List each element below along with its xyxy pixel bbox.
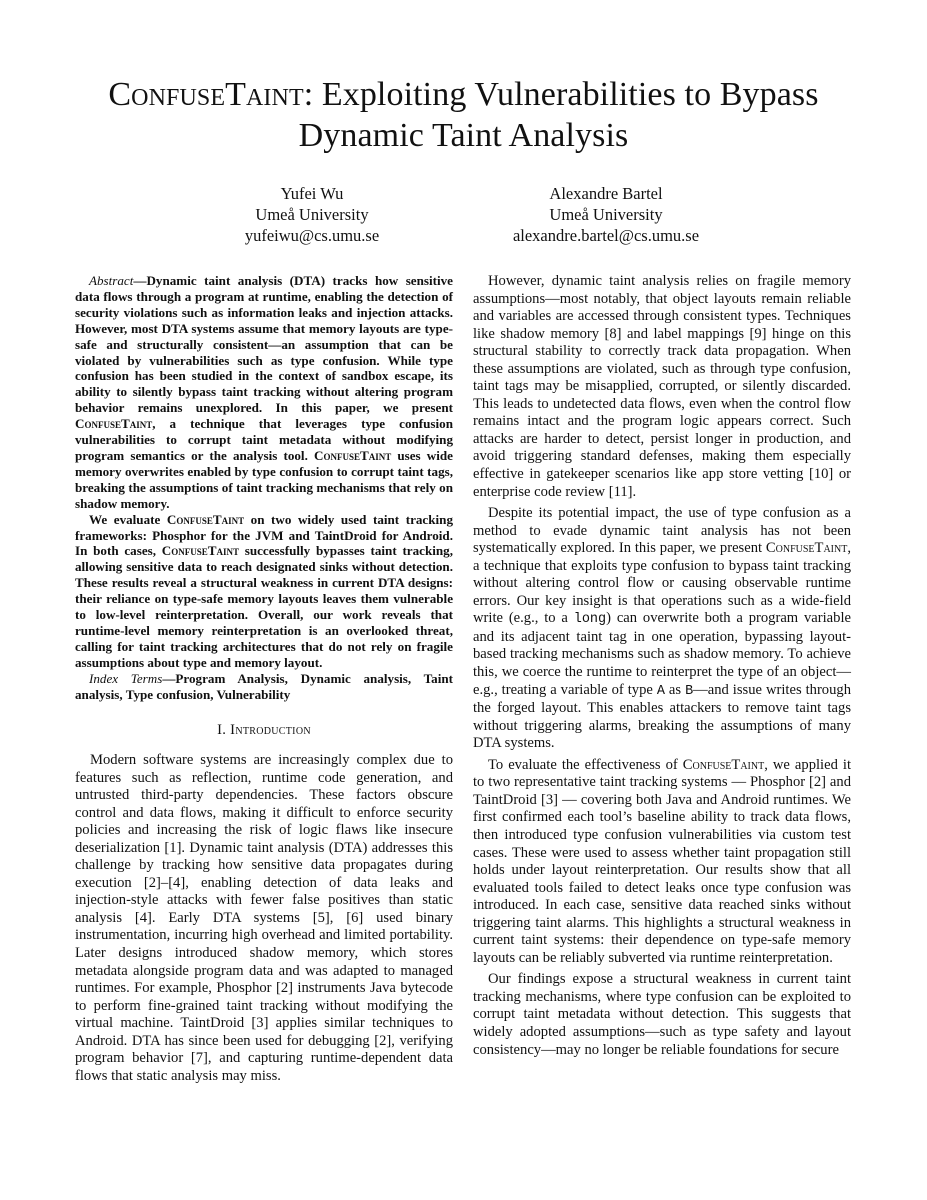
abstract-text: , a technique that leverages type confusion vulnerabilities to corrupt taint metadata without modifying program semantics or the analysis tool.	[75, 416, 453, 463]
abstract-text: successfully bypasses taint tracking, allowing sensitive data to reach designated sinks without detection. These results reveal a structural weakness in current DTA designs: their reliance on type-safe memory layouts leaves them vulnerable to low-level reinterpretation. Overall, our work reveals that runtime-level memory reinterpretation is an overlooked threat, calling for taint tracking architectures that do not rely on fragile assumptions about type and memory layout.	[75, 543, 453, 670]
code-long: long	[573, 612, 607, 628]
tool-name: ConfuseTaint	[765, 540, 848, 557]
right-column	[473, 273, 851, 1059]
code-type-a: A	[656, 683, 665, 699]
abstract-text: We evaluate	[89, 511, 167, 527]
abstract-text: on two widely used taint tracking frameworks: Phosphor for the JVM and TaintDroid for Android. In both cases,	[75, 511, 453, 559]
author-2-email: alexandre.bartel@cs.umu.se	[512, 226, 700, 245]
abstract-paragraph-2	[75, 512, 453, 671]
author-1	[152, 183, 472, 246]
tool-name: ConfuseTaint	[166, 511, 245, 527]
abstract-paragraph-1	[75, 273, 453, 512]
intro-paragraph-1: Modern software systems are increasingly complex due to features such as reflection, runtime code generation, and untrusted third-party dependencies. These factors obscure control and data flows, making it difficult to enforce security policies and increasing the risk of logic flaws like insecure deserialization [1]. Dynamic taint analysis (DTA) addresses this challenge by tracking how sensitive data propagates during execution [2]–[4], enabling detection of data leaks and injection-style attacks with fewer false positives than static analysis [4]. Early DTA systems [5], [6] used binary instrumentation, incurring high overhead and limited portability. Later designs introduced shadow memory, which stores metadata alongside program data and was adapted to managed runtimes. For example, Phosphor [2] instruments Java bytecode to perform fine-grained taint tracking without modifying the virtual machine. TaintDroid [3] applies similar techniques to Android. DTA has since been used for debugging [2], verifying program behavior [7], and capturing runtime-dependent data flows that static analysis may miss.	[75, 752, 453, 1084]
title-tool-name: ConfuseTaint	[108, 76, 304, 113]
body-text: Despite its potential impact, the use of type confusion as a method to evade dynamic taint analysis has not been systematically explored. In this paper, we present	[473, 505, 851, 557]
author-2-name: Alexandre Bartel	[549, 184, 663, 203]
abstract	[75, 273, 453, 702]
abstract-label: Abstract	[89, 273, 134, 288]
right-paragraph-2	[473, 505, 851, 753]
body-text: , we applied it to two representative taint tracking systems — Phosphor [2] and TaintDroid [3] — covering both Java and Android runtimes. We first confirmed each tool’s baseline ability to track data flows, then introduced type confusion vulnerabilities via custom test cases. These were used to assess whether taint propagation still holds under layout reinterpretation. Our results show that all evaluated tools failed to detect leaks once type confusion was introduced. In each case, sensitive data reached sinks without triggering taint alarms. This highlights a structural weakness in current taint systems: their dependence on type-safe memory layouts can be reliably subverted via runtime reinterpretation.	[473, 756, 851, 966]
author-1-email: yufeiwu@cs.umu.se	[244, 226, 380, 245]
author-2-affiliation: Umeå University	[549, 205, 663, 224]
body-text: —and issue writes through the forged layout. This enables attackers to remove taint tags without triggering alarms, breaking the assumptions of many DTA systems.	[473, 681, 851, 752]
author-2	[446, 183, 766, 246]
paper-title	[60, 74, 867, 156]
right-paragraph-4: Our findings expose a structural weakness in current taint tracking mechanisms, where type confusion can be exploited to corrupt taint metadata without detection. This suggests that widely adopted assumptions—such as type safety and layout consistency—may no longer be reliable foundations for secure	[473, 971, 851, 1058]
body-text: , a technique that exploits type confusion to bypass taint tracking without altering control flow or causing observable runtime errors. Our key insight is that operations such as a wide-field write (e.g., to a	[473, 540, 851, 627]
body-text: as	[664, 681, 686, 698]
code-type-b: B	[685, 683, 694, 699]
left-column	[75, 273, 453, 1085]
author-1-name: Yufei Wu	[280, 184, 344, 203]
title-text: : Exploiting Vulnerabilities to Bypass Dynamic Taint Analysis	[298, 76, 819, 154]
body-text: ) can overwrite both a program variable and its adjacent taint tag in one operation, bypassing layout-based tracking mechanisms such as shadow memory. To achieve this, we coerce the runtime to reinterpret the type of an object—e.g., treating a variable of type	[473, 610, 851, 698]
tool-name: ConfuseTaint	[161, 543, 239, 559]
right-paragraph-1: However, dynamic taint analysis relies on fragile memory assumptions—most notably, that object layouts remain reliable and variables are accessed through consistent types. Techniques like shadow memory [8] and label mappings [9] hinge on this structural stability to correctly track data propagation. When these assumptions are violated, such as through type confusion, taint tags may be misapplied, corrupted, or silently discarded. This leads to undetected data flows, even when the control flow remains intact and the program logic appears correct. Such attacks are harder to detect, persist longer in production, and avoid triggering standard defenses, making them especially effective in gatekeeper scenarios like app store vetting [10] or enterprise code review [11].	[473, 273, 851, 500]
tool-name: ConfuseTaint	[75, 416, 153, 432]
index-terms-text: —Program Analysis, Dynamic analysis, Taint analysis, Type confusion, Vulnerability	[75, 670, 453, 702]
tool-name: ConfuseTaint	[682, 756, 765, 773]
right-paragraph-3	[473, 757, 851, 968]
tool-name: ConfuseTaint	[314, 447, 392, 463]
index-terms	[75, 671, 453, 703]
abstract-text: —Dynamic taint analysis (DTA) tracks how sensitive data flows through a program at runtime, enabling the detection of security violations such as information leaks and injection attacks. However, most DTA systems assume that memory layouts are type-safe and structurally consistent—an assumption that can be violated by vulnerabilities such as type confusion. While type confusion has been studied in the context of sandbox escape, its ability to silently bypass taint tracking without altering program behavior remains unexplored. In this paper, we present	[75, 273, 453, 416]
abstract-text: uses wide memory overwrites enabled by type confusion to corrupt taint tags, breaking the assumptions of taint tracking mechanisms that rely on shadow memory.	[75, 447, 453, 511]
index-terms-label: Index Terms	[89, 670, 163, 686]
body-text: To evaluate the effectiveness of	[488, 756, 683, 773]
author-1-affiliation: Umeå University	[255, 205, 369, 224]
section-heading-introduction: I. Introduction	[217, 722, 311, 739]
introduction-body	[75, 752, 453, 1085]
